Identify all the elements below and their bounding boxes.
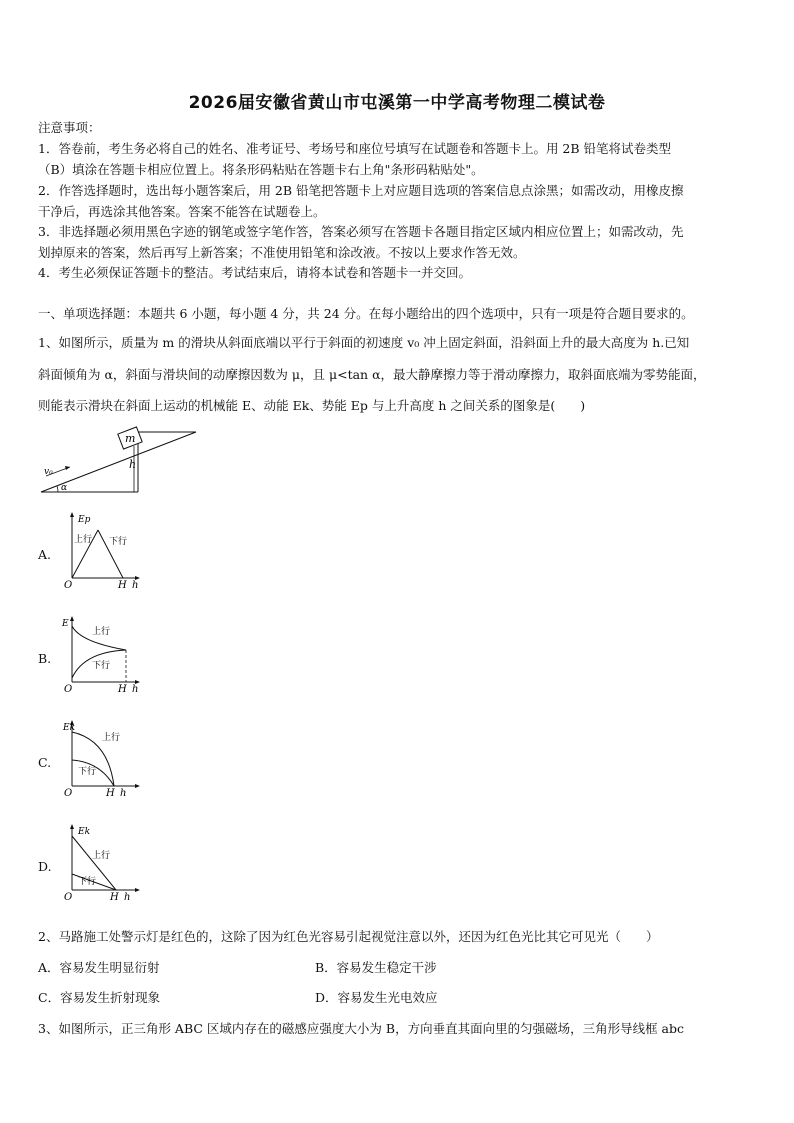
- notice-line: 4．考生必须保证答题卡的整洁。考试结束后，请将本试卷和答题卡一并交回。: [38, 265, 471, 280]
- axis-label: Ek: [78, 827, 91, 837]
- incline-height-label: h: [129, 458, 137, 471]
- notice-line: 干净后，再选涂其他答案。答案不能答在试题卷上。: [38, 204, 326, 219]
- curve-label-down: 下行: [92, 661, 111, 671]
- axis-label: Ep: [78, 515, 91, 525]
- q1-stem-line1: 1、如图所示，质量为 m 的滑块从斜面底端以平行于斜面的初速度 v₀ 冲上固定斜面，沿斜面上升的最大高度为 h.已知: [38, 335, 690, 350]
- q1-option-a-label[interactable]: A.: [38, 547, 52, 562]
- notice-heading: 注意事项：: [38, 120, 101, 135]
- q3-stem: 3、如图所示，正三角形 ABC 区域内存在的磁感应强度大小为 B，方向垂直其面向里的匀强磁场，三角形导线框 abc: [38, 1021, 684, 1036]
- notice-line: 2．作答选择题时，选出每小题答案后，用 2B 铅笔把答题卡上对应题目选项的答案信息点涂黑；如需改动，用橡皮擦: [38, 183, 684, 198]
- notice-line: （B）填涂在答题卡相应位置上。将条形码粘贴在答题卡右上角"条形码粘贴处"。: [38, 162, 484, 177]
- q2-option-a[interactable]: A．容易发生明显衍射: [38, 960, 160, 975]
- q2-stem: 2、马路施工处警示灯是红色的，这除了因为红色光容易引起视觉注意以外，还因为红色光比其它可见光（ ）: [38, 929, 659, 944]
- H-label: H: [110, 892, 119, 903]
- H-label: H: [106, 788, 115, 799]
- curve-label-up: 上行: [92, 627, 111, 637]
- curve-label-down: 下行: [78, 877, 97, 887]
- notice-line: 3．非选择题必须用黑色字迹的钢笔或签字笔作答，答案必须写在答题卡各题目指定区域内相应位置上；如需改动，先: [38, 224, 684, 239]
- page-title: 2026届安徽省黄山市屯溪第一中学高考物理二模试卷: [188, 93, 606, 113]
- H-label: H: [118, 580, 127, 590]
- incline-mass-label: m: [125, 432, 136, 445]
- q2-option-d[interactable]: D．容易发生光电效应: [315, 990, 438, 1005]
- q2-option-b[interactable]: B．容易发生稳定干涉: [315, 960, 437, 975]
- q1-stem-line3: 则能表示滑块在斜面上运动的机械能 E、动能 Ek、势能 Ep 与上升高度 h 之间关系的图象是( ): [38, 398, 586, 413]
- incline-v0-label: v₀: [44, 467, 53, 477]
- h-axis-label: h: [132, 580, 139, 590]
- origin-label: O: [64, 580, 73, 590]
- origin-label: O: [64, 892, 73, 903]
- q1-option-c-label[interactable]: C.: [38, 755, 52, 770]
- q1-option-b-label[interactable]: B.: [38, 651, 52, 666]
- q2-option-c[interactable]: C．容易发生折射现象: [38, 990, 161, 1005]
- q1-option-a-graph[interactable]: [60, 510, 150, 590]
- h-axis-label: h: [124, 892, 131, 903]
- curve-label-up: 上行: [102, 733, 121, 743]
- q1-option-c-graph[interactable]: [60, 718, 150, 800]
- incline-figure: [36, 424, 206, 499]
- q1-stem-line2: 斜面倾角为 α，斜面与滑块间的动摩擦因数为 μ，且 μ<tan α，最大静摩擦力等于滑动摩擦力，取斜面底端为零势能面，: [38, 367, 706, 382]
- h-axis-label: h: [120, 788, 127, 799]
- origin-label: O: [64, 684, 73, 695]
- q1-option-d-graph[interactable]: [60, 822, 150, 904]
- notice-line: 1．答卷前，考生务必将自己的姓名、准考证号、考场号和座位号填写在试题卷和答题卡上。用 2B 铅笔将试卷类型: [38, 141, 672, 156]
- notice-line: 划掉原来的答案，然后再写上新答案；不准使用铅笔和涂改液。不按以上要求作答无效。: [38, 245, 526, 260]
- curve-label-up: 上行: [74, 535, 93, 545]
- H-label: H: [118, 684, 127, 695]
- curve-label-down: 下行: [78, 767, 97, 777]
- h-axis-label: h: [132, 684, 139, 695]
- q1-option-d-label[interactable]: D.: [38, 859, 52, 874]
- axis-label: E: [62, 619, 69, 629]
- incline-alpha-label: α: [61, 483, 68, 493]
- curve-label-up: 上行: [92, 851, 111, 861]
- origin-label: O: [64, 788, 73, 799]
- curve-label-down: 下行: [109, 537, 128, 547]
- axis-label: Ek: [63, 723, 76, 733]
- q1-option-b-graph[interactable]: [60, 614, 150, 696]
- section-heading: 一、单项选择题：本题共 6 小题，每小题 4 分，共 24 分。在每小题给出的四个选项中，只有一项是符合题目要求的。: [38, 306, 694, 321]
